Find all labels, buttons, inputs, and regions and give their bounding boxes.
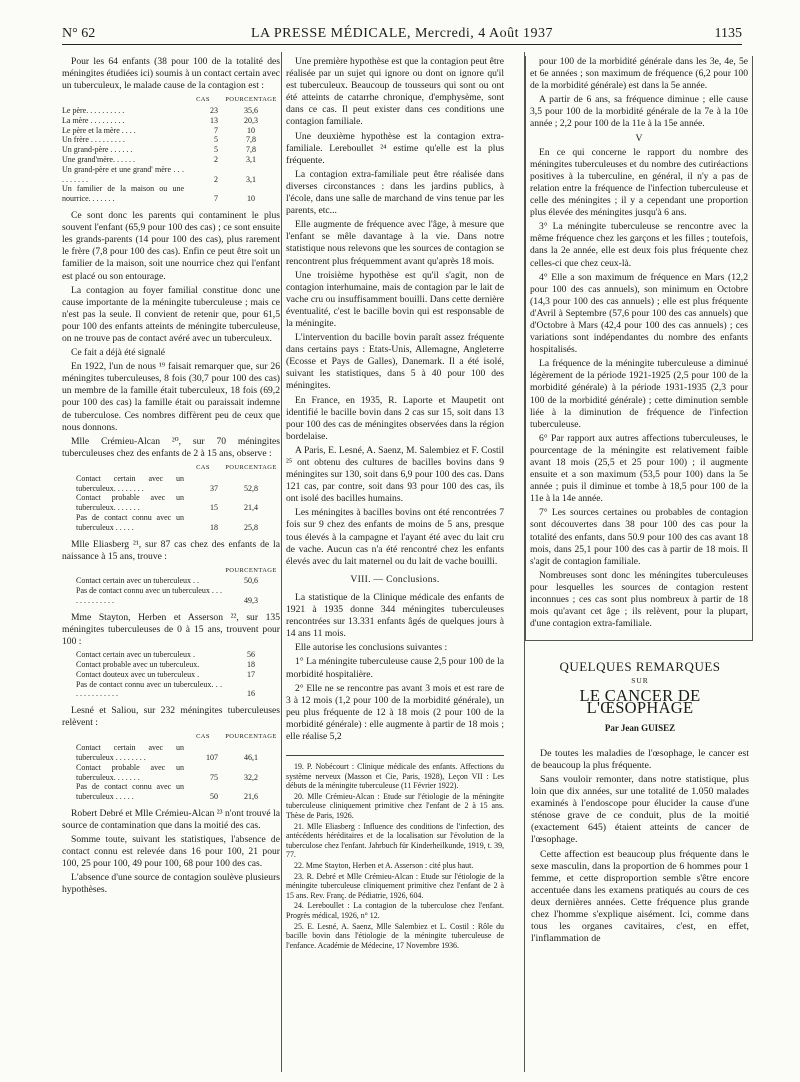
article-oesophage [531, 661, 749, 945]
footnote: 19. P. Nobécourt : Clinique médicale des enfants. Affections du système nerveux (Masson et Cie, Paris, 1928), Leçon VII : Les débuts de la méningite tuberculeuse (11 Février 1922). [286, 762, 504, 791]
journal-title: LA PRESSE MÉDICALE, Mercredi, 4 Août 1937 [250, 26, 554, 41]
paragraph: La contagion extra-familiale peut être réalisée dans diverses circonstances : dans les jardins publics, à l'école, dans une salle de marchand de vins tenue par les parents, etc... [286, 168, 504, 217]
article-title-line2: LE CANCER DE L'ŒSOPHAGE [579, 685, 701, 717]
column-1 [62, 56, 280, 899]
footnotes [286, 755, 504, 950]
paragraph: Ce sont donc les parents qui contaminent le plus souvent l'enfant (65,9 pour 100 des cas) ; ce sont ensuite les grands-parents (14 pour 100 des cas), plus rarement le frère (7,8 pour 100 des cas). Enfin ce peut être soit un familier de la maison, soit une nourrice chez qui l'enfant est placé ou son entourage. [62, 210, 280, 282]
table-row: Pas de contact connu avec un tuberculeux . . . . . . . . . . . . . 49,3 [76, 586, 258, 606]
footnote: 20. Mlle Crémieu-Alcan : Etude sur l'étiologie de la méningite tuberculeuse cliniquement primitive chez l'enfant de 2 à 15 ans. Thèse de Paris, 1926. [286, 791, 504, 821]
page-header [62, 24, 742, 46]
paragraph: L'absence d'une source de contagion soulève plusieurs hypothèses. [62, 872, 280, 896]
table-row: Un grand-père et une grand' mère . . . . . . . . . . 2 3,1 [62, 164, 256, 184]
paragraph: De toutes les maladies de l'œsophage, le cancer est de beaucoup la plus fréquente. [531, 747, 749, 771]
paragraph: 4° Elle a son maximum de fréquence en Mars (12,2 pour 100 des cas annuels), son minimum en Octobre (14,3 pour 100 des cas annuels) ; elle est plus fréquente d'Avril à Septembre (57,6 pour 100 des cas annuels) que d'Octobre à Mars (42,4 pour 100 des cas annuels) ; ces variations sont indépendantes du nombre des enfants hospitalisés. [530, 271, 748, 356]
footnote: 24. Lereboullet : La contagion de la tuberculose chez l'enfant. Progrès médical, 1926, n° 12. [286, 901, 504, 920]
article-title-sur: SUR [631, 676, 649, 686]
table-row: Contact probable avec un tuberculeux. 18 [76, 659, 255, 669]
paragraph: La statistique de la Clinique médicale des enfants de 1921 à 1935 donne 344 méningites tuberculeuses rencontrées sur 13.331 enfants âgés de quelques jours à 14 ans 11 mois. [286, 591, 504, 640]
paragraph: A Paris, E. Lesné, A. Saenz, M. Salembiez et F. Costil ²⁵ ont obtenu des cultures de bacilles bovins dans 9 méningites sur 130, soit dans 6,9 pour 100 des cas. Dans 121 cas, par contre, soit dans 93 pour 100 des cas, ils ont isolé des bacilles humains. [286, 444, 504, 505]
paragraph: Mlle Eliasberg ²¹, sur 87 cas chez des enfants de la naissance à 15 ans, trouve : [62, 538, 280, 562]
table-row: Contact probable avec un tuberculeux. . . . . . . 15 21,4 [76, 493, 258, 513]
table-row: Un grand-père . . . . . . 5 7,8 [62, 145, 256, 155]
paragraph: Elle autorise les conclusions suivantes : [295, 642, 448, 654]
cremieu-alcan-table [62, 462, 280, 533]
paragraph: La contagion au foyer familial constitue donc une cause importante de la méningite tuberculeuse ; mais ce n'est pas la seule. Il convient de retenir que, pour 61,5 pour 100 des enfants atteints de méningite tuberculeuse, on ne trouve pas de contact avéré avec un tuberculeux. [62, 284, 280, 344]
paragraph: 2° Elle ne se rencontre pas avant 3 mois et est rare de 3 à 12 mois (1,2 pour 100 de la morbidité générale), un peu plus fréquente de 12 à 18 mois (2 pour 100 de la morbidité générale) : elle augmente à partir de 18 mois ; elle réalise 5,2 [286, 682, 504, 742]
article-title-line1: QUELQUES REMARQUES [559, 659, 721, 675]
table-row: Un frère . . . . . . . . . 5 7,8 [62, 135, 256, 145]
table-row: Contact certain avec un tuberculeux . 56 [76, 650, 255, 660]
col-header: CAS [196, 96, 210, 104]
col-header: CAS [196, 733, 210, 741]
table-row: Un familier de la maison ou une nourrice. . . . . . . 7 10 [62, 184, 255, 204]
paragraph: 6° Par rapport aux autres affections tuberculeuses, le pourcentage de la méningite est relativement faible avant 18 mois (25,5 et 25 pour 100) ; il augmente ensuite et a son maximum (53,5 pour 100) dans la 5e année ; puis il diminue et tombe à 18,5 pour 100 de la 11e à la 14e année. [530, 432, 748, 505]
column-3 [531, 56, 749, 947]
paragraph: Somme toute, suivant les statistiques, l'absence de contact connu est relevée dans 16 pour 100, 21 pour 100, 25 pour 100, 49 pour 100, 68 pour 100 des cas. [62, 834, 280, 870]
table-row: Pas de contact connu avec un tuberculeux . . . . . 18 25,8 [76, 512, 258, 532]
col-header: POURCENTAGE [225, 463, 277, 471]
contagion-source-table [62, 94, 280, 204]
page-number: 1135 [714, 26, 742, 41]
table-row: Le père et la mère . . . . 7 10 [62, 125, 255, 135]
table-row: La mère . . . . . . . . . 13 20,3 [62, 115, 258, 125]
paragraph: Pour les 64 enfants (38 pour 100 de la totalité des méningites étudiées ici) soumis à un contact certain avec un tuberculeux, le malade cause de la contagion est : [62, 56, 280, 92]
table-row: Contact probable avec un tuberculeux. . . . . . . 75 32,2 [76, 762, 258, 782]
paragraph: Une troisième hypothèse est qu'il s'agit, non de contagion interhumaine, mais de contagion par le lait de vache cru ou insuffisamment bouilli. Dans cette dernière éventualité, c'est le bacille bovin qui est responsable de la méningite. [286, 269, 504, 329]
paragraph: pour 100 de la morbidité générale dans les 3e, 4e, 5e et 6e années ; son maximum de fréquence (6,2 pour 100 de la morbidité générale) est dans la 5e année. [530, 56, 748, 92]
table-row: Pas de contact connu avec un tuberculeux. . . . . . . . . . . . . . 16 [76, 679, 255, 699]
paragraph: L'intervention du bacille bovin paraît assez fréquente dans certains pays : Etats-Unis, Allemagne, Angleterre (Ecosse et Pays de Galles), Danemark. Il a été isolé, suivant les statistiques, dans 5 à 40 pour 100 des méningites. [286, 332, 504, 392]
paragraph: A partir de 6 ans, sa fréquence diminue ; elle cause 3,5 pour 100 de la morbidité générale de la 7e à la 10e année ; 2,2 pour 100 de la 11e à la 15e année. [530, 94, 748, 130]
section-mark: V [635, 132, 643, 144]
paragraph: 1° La méningite tuberculeuse cause 2,5 pour 100 de la morbidité hospitalière. [286, 656, 504, 680]
footnote: 25. E. Lesné, A. Saenz, Mlle Salembiez et L. Costil : Rôle du bacille bovin dans l'étiologie de la méningite tuberculeuse de l'enfance. Académie de Médecine, 17 Novembre 1936. [286, 921, 504, 950]
column-divider [281, 52, 282, 1072]
paragraph: En France, en 1935, R. Laporte et Maupetit ont identifié le bacille bovin dans 2 cas sur 15, soit dans 13 pour 100 des cas de méningites observées dans la région bordelaise. [286, 394, 504, 442]
paragraph: Les méningites à bacilles bovins ont été rencontrées 7 fois sur 9 chez des enfants de moins de 5 ans, presque tous élevés à la campagne et l'ayant été avec du lait cru de vache. Aucun cas n'a été rencontré chez les enfants élevés avec du lait maternel ou du lait de vache bouilli. [286, 507, 504, 567]
table-row: Le père. . . . . . . . . . 23 35,6 [62, 106, 258, 116]
paragraph: Une deuxième hypothèse est la contagion extra-familiale. Lereboullet ²⁴ estime qu'elle est la plus fréquente. [286, 130, 504, 166]
paragraph: Cette affection est beaucoup plus fréquente dans le sexe masculin, dans la proportion de 6 hommes pour 1 femme, et cette disproportion semble s'être encore accentuée dans les examens pratiqués au cours de ces deux dernières années. Cette fréquence plus grande chez l'homme s'explique aisément. Ici, comme dans tous les organes cavitaires, c'est, en effet, l'inflammation de [531, 848, 749, 945]
table-row: Pas de contact connu avec un tuberculeux . . . . . 50 21,6 [76, 782, 258, 802]
table-row: Une grand'mère. . . . . . 2 3,1 [62, 155, 256, 165]
paragraph: Nombreuses sont donc les méningites tuberculeuses pour lesquelles les sources de contagion restent inconnues ; ces cas sont plus nombreux à partir de 18 mois qu'avant cet âge ; ils relèvent, pour la plupart, d'une contagion extra-familiale. [530, 569, 748, 630]
paragraph: Mme Stayton, Herben et Asserson ²², sur 135 méningites tuberculeuses de 0 à 15 ans, trouvent pour 100 : [62, 611, 280, 648]
conclusions-continued [525, 56, 753, 641]
col-header: POURCENTAGE [225, 733, 277, 741]
paragraph: 3° La méningite tuberculeuse se rencontre avec la même fréquence chez les garçons et les filles ; toutefois, dans la 2e année, elle est deux fois plus fréquente chez celles-ci que chez ceux-là. [530, 221, 748, 269]
paragraph: La fréquence de la méningite tuberculeuse a diminué légèrement de la période 1921-1925 (2,5 pour 100 de la morbidité générale) à la période 1931-1935 (2,3 pour 100 de la morbidité générale) ; cette diminution semble liée à la diminution de fréquence de l'infection tuberculeuse. [530, 358, 748, 430]
paragraph: Ce fait a déjà été signalé [71, 347, 166, 359]
footnote: 21. Mlle Eliasberg : Influence des conditions de l'infection, des antécédents héréditaires et de la localisation sur l'évolution de la tuberculose chez l'enfant. Jahrbuch für Kinderheilkunde, 1919, t. 39, 77. [286, 821, 504, 860]
paragraph: En 1922, l'un de nous ¹⁹ faisait remarquer que, sur 26 méningites tuberculeuses, 8 fois (30,7 pour 100 des cas) un membre de la famille était tuberculeux, 18 fois (69,2 pour 100 des cas) la famille était ou paraissait indemne de tuberculose. Ces nombres diffèrent peu de ceux que nous donnons. [62, 361, 280, 433]
paragraph: Lesné et Saliou, sur 232 méningites tuberculeuses relèvent : [62, 705, 280, 729]
column-2 [286, 56, 504, 951]
col-header: POURCENTAGE [225, 566, 277, 574]
section-heading: VIII. — Conclusions. [350, 573, 440, 585]
eliasberg-table [62, 565, 280, 606]
stayton-table [62, 650, 280, 699]
paragraph: Mlle Crémieu-Alcan ²⁰, sur 70 méningites tuberculeuses chez des enfants de 2 à 15 ans, observe : [62, 435, 280, 459]
article-byline: Par Jean GUISEZ [604, 722, 676, 733]
issue-number: N° 62 [62, 26, 96, 41]
footnote: 23. R. Debré et Mlle Crémieu-Alcan : Etude sur l'étiologie de la méningite tuberculeuse cliniquement primitive chez l'enfant de 2 à 15 ans. Rev. Franç. de Pédiatrie, 1926, 604. [286, 871, 504, 900]
table-row: Contact certain avec un tuberculeux. . . . . . . . 37 52,8 [76, 473, 258, 493]
table-row: Contact certain avec un tuberculeux . . 50,6 [76, 576, 258, 586]
table-row: Contact douteux avec un tuberculeux . 17 [76, 669, 255, 679]
col-header: POURCENTAGE [225, 96, 277, 104]
lesne-saliou-table [62, 731, 280, 802]
paragraph: Une première hypothèse est que la contagion peut être réalisée par un sujet qui ignore ou dont on ignore qu'il est tuberculeux. Beaucoup de tousseurs qui sont ou ont été atteints de catarrhe chronique, d'emphysème, sont dans ce cas. Il peut exister dans ces conditions une contagion familiale. [286, 56, 504, 128]
paragraph: En ce qui concerne le rapport du nombre des méningites tuberculeuses et du nombre des cutiréactions positives à la tuberculine, en général, il n'y a pas de relation entre la fréquence de l'infection tuberculeuse et celle des méningites ; il y a cependant une proportion plus élevée des méningites jusqu'à 6 ans. [530, 146, 748, 219]
paragraph: Sans vouloir remonter, dans notre statistique, plus loin que dix années, sur une totalité de 1.050 malades examinés à l'endoscope pour élucider la cause d'une sténose grave de ce conduit, plus de la moitié (exactement 645) étaient atteints de cancer de l'œsophage. [531, 773, 749, 846]
footnote: 22. Mme Stayton, Herben et A. Asserson : cité plus haut. [294, 861, 474, 870]
paragraph: Elle augmente de fréquence avec l'âge, à mesure que l'enfant se mêle davantage à la vie. Dans notre statistique nous relevons que les sources de contagion se rencontrent plus fréquemment avant qu'après 18 mois. [286, 219, 504, 267]
col-header: CAS [196, 463, 210, 471]
paragraph: Robert Debré et Mlle Crémieu-Alcan ²³ n'ont trouvé la source de contamination que dans la moitié des cas. [62, 807, 280, 831]
paragraph: 7° Les sources certaines ou probables de contagion sont découvertes dans 38 pour 100 des cas pour la totalité des enfants, dans 50.9 pour 100 des cas avant 18 mois, dans 25,1 pour 100 des cas à partir de 18 mois. Il s'agit de contagion familiale. [530, 507, 748, 567]
table-row: Contact certain avec un tuberculeux . . . . . . . . 107 46,1 [76, 743, 258, 762]
header-rule [62, 44, 742, 45]
